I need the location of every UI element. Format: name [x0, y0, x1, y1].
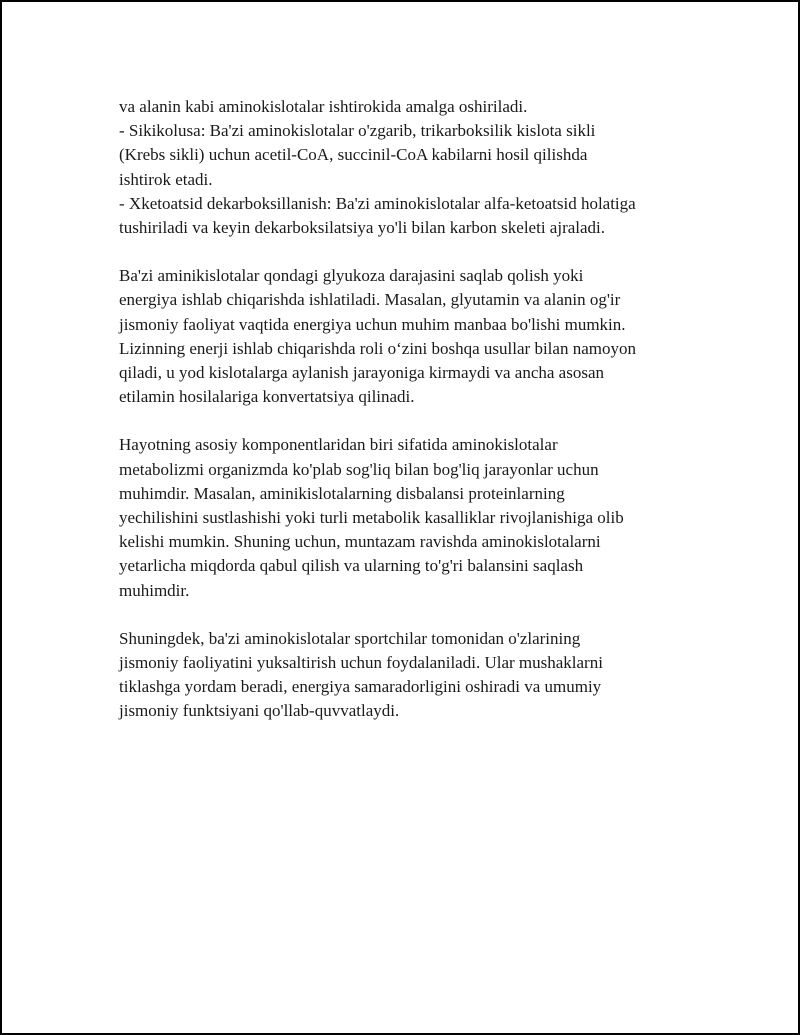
text-line: Shuningdek, ba'zi aminokislotalar sportchilar tomonidan o'zlarining: [119, 628, 581, 648]
text-line: jismoniy faoliyat vaqtida energiya uchun muhim manbaa bo'lishi mumkin.: [119, 314, 626, 334]
text-line: tushiriladi va keyin dekarboksilatsiya yo'li bilan karbon skeleti ajraladi.: [119, 218, 606, 238]
text-line: yechilishini sustlashishi yoki turli metabolik kasalliklar rivojlanishiga olib: [119, 508, 624, 528]
text-line: - Sikikolusa: Ba'zi aminokislotalar o'zgarib, trikarboksilik kislota sikli: [119, 121, 596, 141]
text-line: ishtirok etadi.: [119, 169, 213, 189]
text-line: Ba'zi aminikislotalar qondagi glyukoza darajasini saqlab qolish yoki: [119, 266, 584, 286]
text-line: etilamin hosilalariga konvertatsiya qilinadi.: [119, 387, 415, 407]
text-line: kelishi mumkin. Shuning uchun, muntazam ravishda aminokislotalarni: [119, 532, 601, 552]
paragraph-health-importance: [119, 433, 689, 602]
paragraph-sports-use: [119, 627, 689, 724]
paragraph-amino-acid-pathways: [119, 95, 689, 240]
text-line: yetarlicha miqdorda qabul qilish va ularning to'g'ri balansini saqlash: [119, 556, 584, 576]
text-line: Hayotning asosiy komponentlaridan biri sifatida aminokislotalar: [119, 435, 558, 455]
text-line: tiklashga yordam beradi, energiya samaradorligini oshiradi va umumiy: [119, 677, 602, 697]
text-line: muhimdir.: [119, 580, 190, 600]
text-line: - Xketoatsid dekarboksillanish: Ba'zi aminokislotalar alfa-ketoatsid holatiga: [119, 193, 636, 213]
text-line: Lizinning enerji ishlab chiqarishda roli o‘zini boshqa usullar bilan namoyon: [119, 338, 636, 358]
text-line: (Krebs sikli) uchun acetil-CoA, succinil-CoA kabilarni hosil qilishda: [119, 145, 588, 165]
text-line: energiya ishlab chiqarishda ishlatiladi. Masalan, glyutamin va alanin og'ir: [119, 290, 621, 310]
text-line: metabolizmi organizmda ko'plab sog'liq bilan bog'liq jarayonlar uchun: [119, 459, 599, 479]
text-line: muhimdir. Masalan, aminikislotalarning disbalansi proteinlarning: [119, 483, 565, 503]
text-line: jismoniy faoliyatini yuksaltirish uchun foydalaniladi. Ular mushaklarni: [119, 653, 603, 673]
text-line: jismoniy funktsiyani qo'llab-quvvatlaydi.: [119, 701, 400, 721]
paragraph-energy-production: [119, 264, 689, 409]
text-line: va alanin kabi aminokislotalar ishtirokida amalga oshiriladi.: [119, 97, 528, 116]
text-line: qiladi, u yod kislotalarga aylanish jarayoniga kirmaydi va ancha asosan: [119, 363, 604, 383]
document-body: [119, 95, 689, 748]
